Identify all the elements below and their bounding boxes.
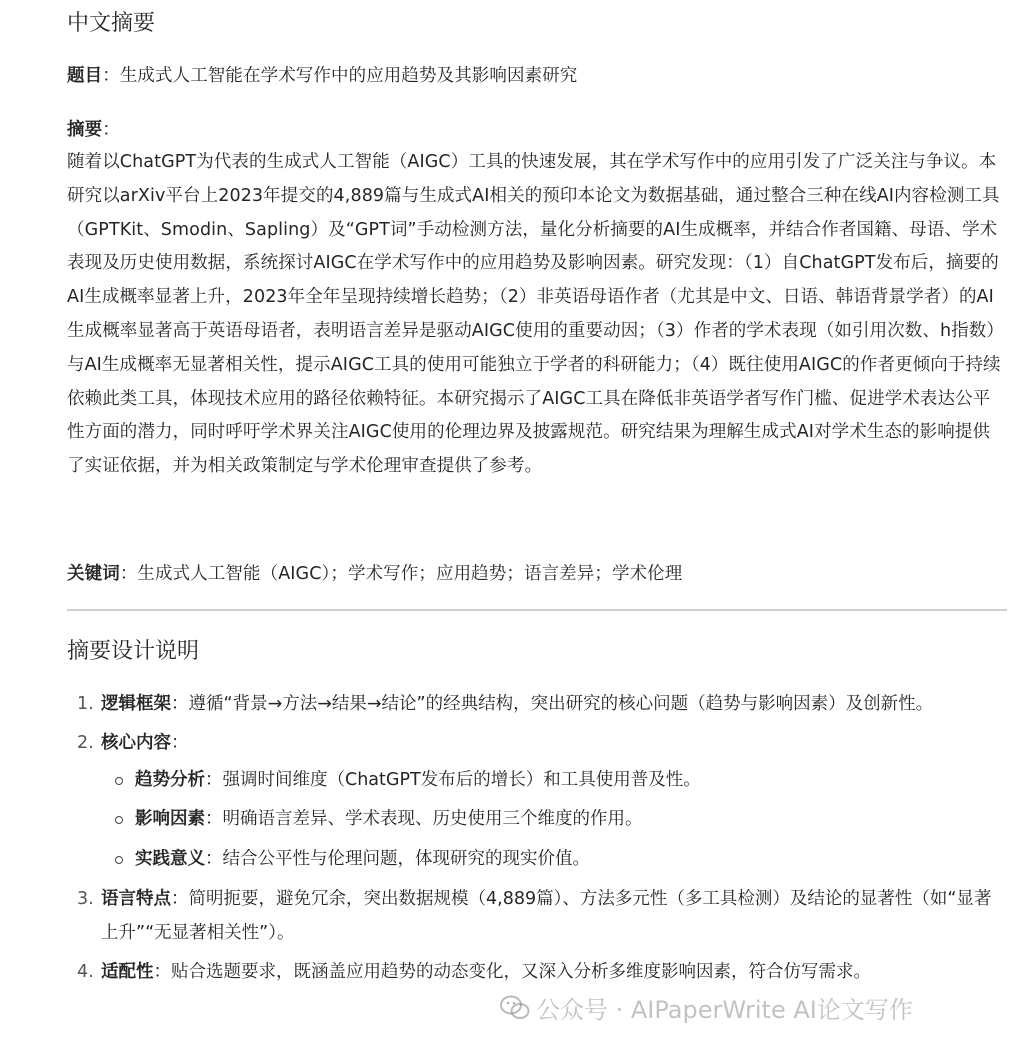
bullet-circle-icon — [115, 816, 123, 824]
item-separator: ： — [153, 961, 171, 982]
title-label: 题目 — [67, 66, 103, 86]
design-notes-heading: 摘要设计说明 — [67, 639, 200, 664]
section-divider — [67, 609, 1007, 611]
list-number: 4. — [77, 961, 94, 982]
sub-item-separator: ： — [205, 809, 223, 830]
sub-item-label: 趋势分析 — [135, 769, 205, 790]
item-text: 贴合选题要求，既涵盖应用趋势的动态变化，又深入分析多维度影响因素，符合仿写需求。 — [171, 961, 871, 982]
item-separator: ： — [171, 694, 189, 714]
item-label: 适配性 — [101, 961, 154, 982]
title-separator: ： — [102, 66, 120, 86]
list-item — [67, 956, 1002, 990]
title-text: 生成式人工智能在学术写作中的应用趋势及其影响因素研究 — [119, 66, 578, 86]
sub-list-item — [101, 843, 1002, 877]
list-number: 2. — [77, 732, 94, 753]
bullet-circle-icon — [115, 777, 123, 785]
abstract-label-paragraph — [67, 114, 120, 148]
list-item — [67, 727, 1002, 877]
abstract-separator: ： — [102, 120, 120, 140]
keywords-paragraph — [67, 558, 682, 592]
list-number: 3. — [77, 888, 94, 909]
sub-item-label: 影响因素 — [135, 809, 205, 830]
keywords-text: 生成式人工智能（AIGC）；学术写作；应用趋势；语言差异；学术伦理 — [137, 564, 683, 584]
sub-list-item — [101, 803, 1002, 837]
item-text: 遵循“背景→方法→结果→结论”的经典结构，突出研究的核心问题（趋势与影响因素）及创新性。 — [188, 694, 934, 714]
keywords-separator: ： — [119, 564, 138, 584]
sub-item-text: 明确语言差异、学术表现、历史使用三个维度的作用。 — [222, 809, 643, 830]
abstract-body: 随着以ChatGPT为代表的生成式人工智能（AIGC）工具的快速发展，其在学术写作中的应用引发了广泛关注与争议。本研究以arXiv平台上2023年提交的4,889篇与生成式AI相关的预印本论文为数据基础，通过整合三种在线AI内容检测工具（GPTKit、Smodin、Sapling）及“GPT词”手动检测方法，量化分析摘要的AI生成概率，并结合作者国籍、母语、学术表现及历史使用数据，系统探讨AIGC在学术写作中的应用趋势及影响因素。研究发现：（1）自ChatGPT发布后，摘要的AI生成概率显著上升，2023年全年呈现持续增长趋势；（2）非英语母语作者（尤其是中文、日语、韩语背景学者）的AI生成概率显著高于英语母语者，表明语言差异是驱动AIGC使用的重要动因；（3）作者的学术表现（如引用次数、h指数）与AI生成概率无显著相关性，提示AIGC工具的使用可能独立于学者的科研能力；（4）既往使用AIGC的作者更倾向于持续依赖此类工具，体现技术应用的路径依赖特征。本研究揭示了AIGC工具在降低非英语学者写作门槛、促进学术表达公平性方面的潜力，同时呼吁学术界关注AIGC使用的伦理边界及披露规范。研究结果为理解生成式AI对学术生态的影响提供了实证依据，并为相关政策制定与学术伦理审查提供了参考。 — [67, 152, 1001, 477]
chinese-abstract-heading: 中文摘要 — [67, 11, 156, 36]
item-label: 逻辑框架 — [101, 694, 171, 714]
sub-list-item — [101, 764, 1002, 798]
sub-item-text: 结合公平性与伦理问题，体现研究的现实价值。 — [222, 849, 590, 870]
wechat-icon — [500, 995, 530, 1027]
paper-title-paragraph — [67, 60, 577, 94]
item-text: 简明扼要，避免冗余，突出数据规模（4,889篇）、方法多元性（多工具检测）及结论的显著性（如“显著上升”“无显著相关性”）。 — [101, 888, 992, 943]
sub-item-separator: ： — [205, 769, 223, 790]
item-label: 语言特点 — [101, 888, 171, 909]
watermark — [500, 990, 913, 1027]
watermark-text: 公众号 · AIPaperWrite AI论文写作 — [536, 996, 913, 1024]
sub-item-separator: ： — [205, 849, 223, 870]
abstract-label: 摘要 — [67, 120, 103, 140]
list-item — [67, 688, 1002, 722]
design-notes-list — [67, 688, 1002, 994]
item-label: 核心内容 — [101, 732, 171, 753]
core-content-sublist — [101, 764, 1002, 877]
bullet-circle-icon — [115, 856, 123, 864]
list-number: 1. — [77, 694, 94, 714]
keywords-label: 关键词 — [67, 564, 120, 584]
sub-item-text: 强调时间维度（ChatGPT发布后的增长）和工具使用普及性。 — [222, 769, 701, 790]
item-separator: ： — [171, 888, 189, 909]
sub-item-label: 实践意义 — [135, 849, 205, 870]
item-separator: ： — [171, 732, 189, 753]
list-item — [67, 883, 1002, 951]
